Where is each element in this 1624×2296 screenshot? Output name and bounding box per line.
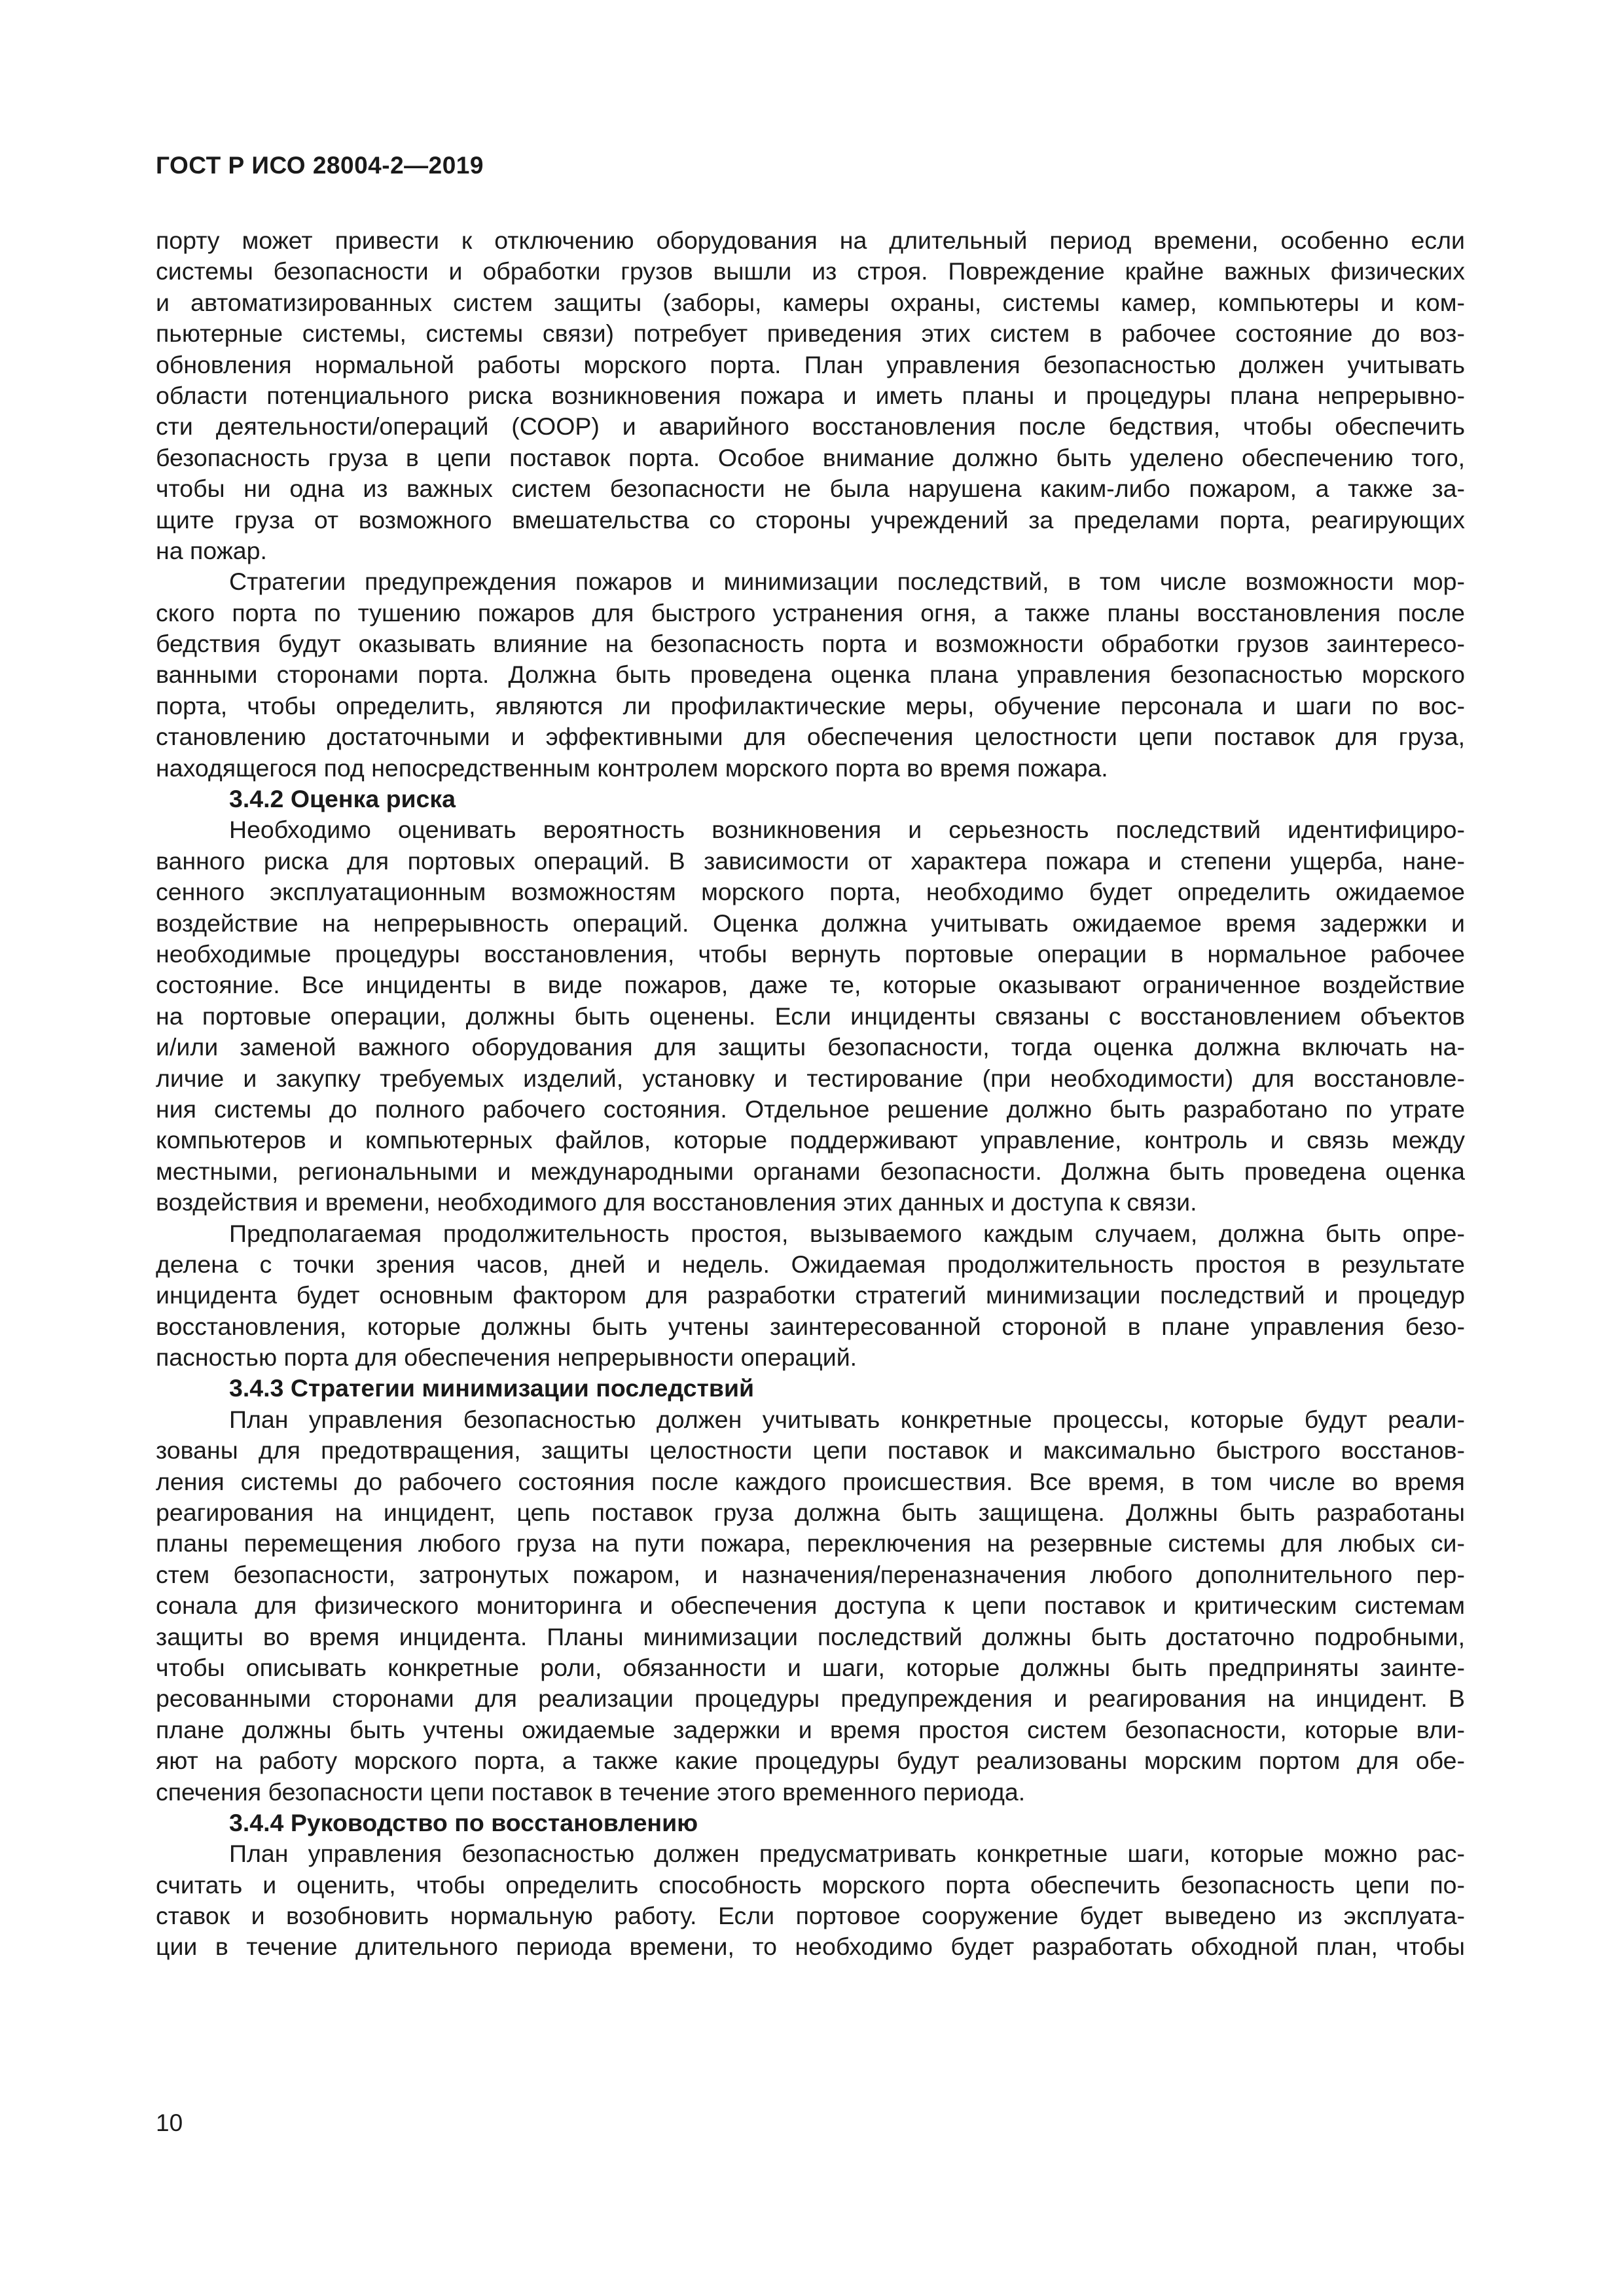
text-line: необходимые процедуры восстановления, чтобы вернуть портовые операции в нормальное рабочее	[156, 939, 1465, 968]
text-line: на портовые операции, должны быть оценены. Если инциденты связаны с восстановлением объектов	[156, 1002, 1465, 1030]
section-heading: 3.4.4 Руководство по восстановлению	[229, 1808, 698, 1836]
text-line: сонала для физического мониторинга и обеспечения доступа к цепи поставок и критическим системам	[156, 1592, 1465, 1620]
text-line: пасностью порта для обеспечения непрерывности операций.	[156, 1343, 857, 1372]
text-line: компьютеров и компьютерных файлов, которые поддерживают управление, контроль и связь между	[156, 1126, 1465, 1154]
text-line: Предполагаемая продолжительность простоя, вызываемого каждым случаем, должна быть опре-	[229, 1219, 1465, 1247]
text-line: ресованными сторонами для реализации процедуры предупреждения и реагирования на инцидент. В	[156, 1685, 1465, 1713]
text-line: чтобы описывать конкретные роли, обязанности и шаги, которые должны быть предприняты заинте-	[156, 1653, 1465, 1681]
text-line: системы безопасности и обработки грузов вышли из строя. Повреждение крайне важных физических	[156, 257, 1465, 285]
text-line: Необходимо оценивать вероятность возникновения и серьезность последствий идентифициро-	[229, 816, 1465, 844]
text-line: бедствия будут оказывать влияние на безопасность порта и возможности обработки грузов заинтересо-	[156, 630, 1465, 658]
text-line: обновления нормальной работы морского порта. План управления безопасностью должен учитывать	[156, 350, 1465, 378]
text-line: ления системы до рабочего состояния после каждого происшествия. Все время, в том числе во время	[156, 1467, 1465, 1495]
text-line: ставок и возобновить нормальную работу. Если портовое сооружение будет выведено из эксплуата-	[156, 1902, 1465, 1930]
text-line: инцидента будет основным фактором для разработки стратегий минимизации последствий и процедур	[156, 1281, 1465, 1309]
text-line: зованы для предотвращения, защиты целостности цепи поставок и максимально быстрого восстанов-	[156, 1436, 1465, 1465]
text-line: ния системы до полного рабочего состояния. Отдельное решение должно быть разработано по утрате	[156, 1095, 1465, 1123]
text-line: состояние. Все инциденты в виде пожаров, даже те, которые оказывают ограниченное воздействие	[156, 971, 1465, 999]
text-line: спечения безопасности цепи поставок в течение этого временного периода.	[156, 1777, 1026, 1806]
text-line: становлению достаточными и эффективными для обеспечения целостности цепи поставок для груза,	[156, 723, 1465, 751]
text-line: делена с точки зрения часов, дней и недель. Ожидаемая продолжительность простоя в результате	[156, 1250, 1465, 1278]
text-line: щите груза от возможного вмешательства со стороны учреждений за пределами порта, реагирующих	[156, 505, 1465, 534]
text-line: План управления безопасностью должен учитывать конкретные процессы, которые будут реали-	[229, 1405, 1465, 1433]
text-line: План управления безопасностью должен предусматривать конкретные шаги, которые можно рас-	[229, 1840, 1465, 1868]
text-line: порта, чтобы определить, являются ли профилактические меры, обучение персонала и шаги по вос-	[156, 691, 1465, 720]
text-line: безопасность груза в цепи поставок порта. Особое внимание должно быть уделено обеспечению того,	[156, 443, 1465, 471]
text-line: плане должны быть учтены ожидаемые задержки и время простоя систем безопасности, которые вли-	[156, 1715, 1465, 1743]
text-line: яют на работу морского порта, а также какие процедуры будут реализованы морским портом для обе-	[156, 1747, 1465, 1775]
text-line: ванного риска для портовых операций. В зависимости от характера пожара и степени ущерба, нане-	[156, 847, 1465, 875]
text-line: порту может привести к отключению оборудования на длительный период времени, особенно если	[156, 227, 1465, 254]
text-line: и автоматизированных систем защиты (заборы, камеры охраны, системы камер, компьютеры и ком-	[156, 288, 1465, 316]
text-line: местными, региональными и международными органами безопасности. Должна быть проведена оценка	[156, 1157, 1465, 1185]
text-line: на пожар.	[156, 536, 267, 564]
text-line: сти деятельности/операций (СООР) и аварийного восстановления после бедствия, чтобы обеспечить	[156, 412, 1465, 441]
text-line: планы перемещения любого груза на пути пожара, переключения на резервные системы для любых си-	[156, 1529, 1465, 1558]
text-line: чтобы ни одна из важных систем безопасности не была нарушена каким-либо пожаром, а также за-	[156, 475, 1465, 503]
text-line: ского порта по тушению пожаров для быстрого устранения огня, а также планы восстановления после	[156, 598, 1465, 627]
text-line: стем безопасности, затронутых пожаром, и назначения/переназначения любого дополнительного пер-	[156, 1560, 1465, 1588]
text-line: находящегося под непосредственным контролем морского порта во время пожара.	[156, 754, 1108, 782]
document-body	[156, 225, 1465, 1963]
section-heading: 3.4.2 Оценка риска	[229, 785, 456, 813]
text-line: личие и закупку требуемых изделий, установку и тестирование (при необходимости) для восстановле-	[156, 1064, 1465, 1092]
text-line: пьютерные системы, системы связи) потребует приведения этих систем в рабочее состояние до воз-	[156, 319, 1465, 348]
page-number: 10	[156, 2109, 183, 2136]
text-line: сенного эксплуатационным возможностям морского порта, необходимо будет определить ожидаемое	[156, 878, 1465, 906]
text-line: воздействие на непрерывность операций. Оценка должна учитывать ожидаемое время задержки и	[156, 909, 1465, 937]
text-line: ции в течение длительного периода времени, то необходимо будет разработать обходной план, чтобы	[156, 1933, 1465, 1961]
text-line: восстановления, которые должны быть учтены заинтересованной стороной в плане управления безо-	[156, 1312, 1465, 1340]
text-line: области потенциального риска возникновения пожара и иметь планы и процедуры плана непрерывно-	[156, 381, 1465, 409]
text-line: Стратегии предупреждения пожаров и минимизации последствий, в том числе возможности мор-	[229, 568, 1465, 596]
text-line: защиты во время инцидента. Планы минимизации последствий должны быть достаточно подробными,	[156, 1622, 1465, 1650]
text-line: и/или заменой важного оборудования для защиты безопасности, тогда оценка должна включать на-	[156, 1033, 1465, 1061]
text-line: реагирования на инцидент, цепь поставок груза должна быть защищена. Должны быть разработаны	[156, 1499, 1465, 1527]
section-heading: 3.4.3 Стратегии минимизации последствий	[229, 1374, 755, 1402]
text-line: считать и оценить, чтобы определить способность морского порта обеспечить безопасность цепи по-	[156, 1870, 1465, 1899]
document-header: ГОСТ Р ИСО 28004-2—2019	[156, 152, 484, 179]
text-line: ванными сторонами порта. Должна быть проведена оценка плана управления безопасностью морского	[156, 661, 1465, 689]
text-line: воздействия и времени, необходимого для восстановления этих данных и доступа к связи.	[156, 1188, 1197, 1216]
